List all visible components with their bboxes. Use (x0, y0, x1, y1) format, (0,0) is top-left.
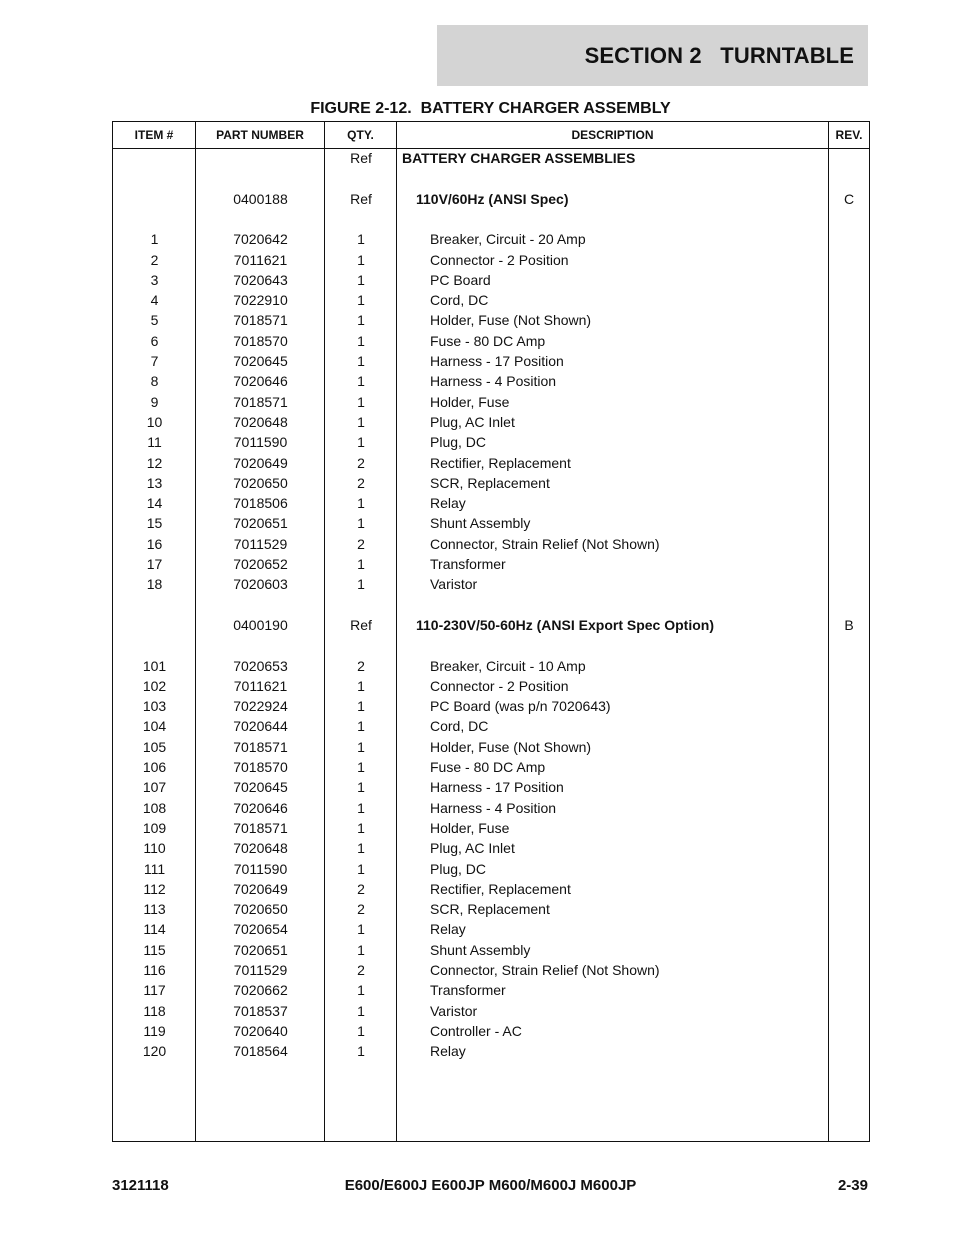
quantity: 1 (357, 393, 365, 410)
item-number: 15 (146, 515, 163, 532)
description: Breaker, Circuit - 10 Amp (430, 657, 586, 674)
part-number: 7020650 (233, 474, 288, 491)
parts-table (112, 121, 870, 1142)
table-row (113, 1001, 869, 1021)
quantity: 1 (357, 373, 365, 390)
description: PC Board (430, 271, 491, 288)
column-header-description: DESCRIPTION (571, 128, 654, 142)
item-number: 13 (146, 474, 163, 491)
quantity: 2 (357, 880, 365, 897)
part-number: 7022924 (233, 698, 288, 715)
item-number: 11 (147, 434, 162, 451)
section-title: SECTION 2 TURNTABLE (584, 42, 854, 68)
table-row (113, 879, 869, 899)
quantity: 1 (357, 860, 365, 877)
column-header-rev: REV. (835, 128, 863, 142)
description: Connector, Strain Relief (Not Shown) (430, 962, 660, 978)
item-number: 6 (150, 332, 159, 349)
table-row (113, 737, 869, 757)
description: Transformer (430, 556, 506, 572)
table-row (113, 229, 869, 249)
item-number: 112 (143, 880, 166, 897)
quantity: 1 (357, 332, 365, 349)
quantity: 1 (357, 434, 365, 451)
table-row (113, 310, 869, 330)
part-number: 7011590 (233, 860, 288, 877)
table-row (113, 392, 869, 412)
item-number: 120 (142, 1043, 167, 1060)
table-row (113, 148, 869, 168)
table-row (113, 554, 869, 574)
description: Connector - 2 Position (430, 251, 569, 268)
part-number: 7020662 (233, 982, 288, 999)
part-number: 7018571 (233, 312, 288, 329)
part-number: 7020651 (233, 941, 288, 958)
item-number: 18 (146, 576, 163, 593)
table-row (113, 351, 869, 371)
description: Relay (430, 1043, 466, 1060)
column-header-part-number: PART NUMBER (216, 128, 304, 142)
item-number: 4 (150, 292, 159, 309)
part-number: 7011590 (233, 434, 288, 451)
part-number: 7018537 (233, 1002, 288, 1019)
item-number: 107 (142, 779, 167, 796)
footer-document-number: 3121118 (112, 1177, 169, 1194)
part-number: 7018506 (233, 495, 288, 512)
item-number: 119 (143, 1022, 166, 1039)
part-number: 7020645 (233, 353, 288, 369)
description: Cord, DC (430, 718, 489, 735)
quantity: 1 (357, 799, 365, 816)
quantity: 1 (357, 353, 365, 369)
description: Holder, Fuse (430, 393, 510, 410)
part-number: 7018571 (233, 819, 288, 836)
quantity: 2 (357, 454, 365, 471)
table-row (113, 798, 869, 818)
part-number: 7020649 (233, 880, 288, 897)
part-number: 7018564 (233, 1043, 288, 1060)
item-number: 7 (150, 353, 159, 369)
table-row (113, 899, 869, 919)
item-number: 111 (143, 860, 166, 877)
quantity: 1 (357, 312, 365, 329)
quantity: 1 (357, 840, 365, 857)
column-header-item: ITEM # (134, 128, 174, 142)
table-row (113, 960, 869, 980)
quantity: 1 (357, 231, 365, 248)
table-row (113, 757, 869, 777)
part-number: 7020648 (233, 413, 288, 430)
description: Varistor (430, 1002, 478, 1019)
table-row (113, 676, 869, 696)
description: Plug, AC Inlet (430, 413, 515, 430)
item-number: 118 (143, 1002, 166, 1019)
table-row (113, 777, 869, 797)
description: Controller - AC (430, 1022, 522, 1039)
description: Holder, Fuse (Not Shown) (430, 312, 592, 329)
quantity: Ref (350, 150, 372, 166)
table-row (113, 331, 869, 351)
item-number: 115 (143, 941, 166, 958)
quantity: 1 (357, 982, 365, 999)
part-number: 7020646 (233, 373, 288, 390)
quantity: Ref (350, 190, 372, 207)
quantity: 1 (357, 1002, 365, 1019)
quantity: 2 (357, 474, 365, 491)
item-number: 105 (142, 738, 167, 755)
part-number: 7022910 (233, 292, 288, 309)
part-number: 7020644 (233, 718, 288, 735)
item-number: 9 (150, 393, 159, 410)
description: Shunt Assembly (430, 515, 531, 532)
table-row (113, 270, 869, 290)
item-number: 102 (142, 677, 167, 694)
item-number: 116 (143, 962, 166, 978)
quantity: 1 (357, 941, 365, 958)
quantity: 1 (357, 1022, 365, 1039)
quantity: 1 (357, 413, 365, 430)
table-row (113, 432, 869, 452)
item-number: 16 (146, 535, 163, 552)
part-number: 7020652 (233, 556, 288, 572)
part-number: 7020648 (233, 840, 288, 857)
description: Plug, DC (430, 860, 487, 877)
table-row (113, 818, 869, 838)
quantity: 1 (357, 271, 365, 288)
description: Plug, AC Inlet (430, 840, 515, 857)
quantity: 2 (357, 535, 365, 552)
table-row (113, 859, 869, 879)
table-row (113, 250, 869, 270)
footer-page-number: 2-39 (837, 1177, 868, 1194)
quantity: 1 (357, 495, 365, 512)
part-number: 7011529 (233, 962, 288, 978)
table-row (113, 696, 869, 716)
item-number: 117 (143, 982, 166, 999)
item-number: 114 (143, 921, 166, 938)
quantity: 1 (357, 698, 365, 715)
description: Holder, Fuse (430, 819, 510, 836)
table-row (113, 919, 869, 939)
table-row (113, 412, 869, 432)
description: BATTERY CHARGER ASSEMBLIES (402, 150, 636, 166)
description: Harness - 17 Position (430, 353, 564, 369)
description: Harness - 17 Position (430, 779, 564, 796)
item-number: 109 (142, 819, 167, 836)
quantity: 1 (357, 779, 365, 796)
description: Harness - 4 Position (430, 373, 557, 390)
part-number: 7018571 (233, 393, 288, 410)
quantity: 1 (357, 292, 365, 309)
revision: B (844, 616, 854, 633)
part-number: 7011621 (233, 251, 288, 268)
description: Relay (430, 495, 466, 512)
description: Shunt Assembly (430, 941, 531, 958)
table-row (113, 534, 869, 554)
part-number: 7018570 (233, 759, 288, 775)
part-number: 7020640 (233, 1022, 288, 1039)
table-row (113, 453, 869, 473)
table-row (113, 574, 869, 594)
item-number: 103 (142, 698, 167, 715)
quantity: 1 (357, 738, 365, 755)
description: Connector - 2 Position (430, 677, 569, 694)
item-number: 108 (142, 799, 167, 816)
part-number: 7018570 (233, 332, 288, 349)
quantity: 1 (357, 576, 365, 593)
table-row (113, 1041, 869, 1061)
quantity: 2 (357, 962, 365, 978)
description: Plug, DC (430, 434, 487, 451)
description: Cord, DC (430, 292, 489, 309)
description: Breaker, Circuit - 20 Amp (430, 231, 586, 248)
part-number: 7020650 (233, 901, 288, 918)
item-number: 2 (150, 251, 159, 268)
quantity: Ref (350, 616, 372, 633)
quantity: 1 (357, 251, 365, 268)
part-number: 7011621 (233, 677, 288, 694)
table-row (113, 615, 869, 635)
part-number: 7020654 (233, 921, 288, 938)
part-number: 7011529 (233, 535, 288, 552)
part-number: 7020649 (233, 454, 288, 471)
section-header (437, 25, 868, 86)
description: Harness - 4 Position (430, 799, 557, 816)
table-row (113, 189, 869, 209)
quantity: 2 (357, 657, 365, 674)
part-number: 7020646 (233, 799, 288, 816)
item-number: 3 (150, 271, 159, 288)
part-number: 7020653 (233, 657, 288, 674)
table-row (113, 838, 869, 858)
figure-title: FIGURE 2-12. BATTERY CHARGER ASSEMBLY (310, 100, 671, 117)
item-number: 1 (150, 231, 159, 248)
part-number: 7020642 (233, 231, 288, 248)
part-number: 0400190 (233, 616, 288, 633)
description: SCR, Replacement (430, 901, 550, 918)
description: Fuse - 80 DC Amp (430, 759, 546, 775)
quantity: 1 (357, 718, 365, 735)
part-number: 7020603 (233, 576, 288, 593)
item-number: 113 (143, 901, 166, 918)
description: Varistor (430, 576, 478, 593)
quantity: 1 (357, 677, 365, 694)
item-number: 110 (143, 840, 166, 857)
description: 110V/60Hz (ANSI Spec) (416, 190, 569, 207)
table-row (113, 656, 869, 676)
part-number: 7020645 (233, 779, 288, 796)
table-row (113, 493, 869, 513)
quantity: 1 (357, 819, 365, 836)
quantity: 2 (357, 901, 365, 918)
item-number: 104 (142, 718, 167, 735)
table-row (113, 513, 869, 533)
item-number: 10 (146, 413, 163, 430)
description: SCR, Replacement (430, 474, 550, 491)
quantity: 1 (357, 556, 365, 572)
description: Connector, Strain Relief (Not Shown) (430, 535, 660, 552)
description: Holder, Fuse (Not Shown) (430, 738, 592, 755)
item-number: 8 (150, 373, 159, 390)
item-number: 14 (146, 495, 163, 512)
item-number: 106 (142, 759, 167, 775)
quantity: 1 (357, 1043, 365, 1060)
part-number: 0400188 (233, 190, 288, 207)
footer-model-list: E600/E600J E600JP M600/M600J M600JP (344, 1177, 637, 1194)
quantity: 1 (357, 515, 365, 532)
revision: C (843, 190, 855, 207)
table-row (113, 980, 869, 1000)
description: Fuse - 80 DC Amp (430, 332, 546, 349)
table-row (113, 371, 869, 391)
part-number: 7020643 (233, 271, 288, 288)
description: Rectifier, Replacement (430, 880, 571, 897)
quantity: 1 (357, 759, 365, 775)
description: Rectifier, Replacement (430, 454, 571, 471)
part-number: 7020651 (233, 515, 288, 532)
column-header-qty: QTY. (347, 128, 374, 142)
item-number: 5 (150, 312, 159, 329)
description: Relay (430, 921, 466, 938)
quantity: 1 (357, 921, 365, 938)
description: Transformer (430, 982, 506, 999)
table-row (113, 940, 869, 960)
item-number: 101 (142, 657, 167, 674)
part-number: 7018571 (233, 738, 288, 755)
item-number: 17 (146, 556, 163, 572)
table-row (113, 1021, 869, 1041)
table-row (113, 716, 869, 736)
table-row (113, 290, 869, 310)
description: PC Board (was p/n 7020643) (430, 698, 611, 715)
table-row (113, 473, 869, 493)
description: 110-230V/50-60Hz (ANSI Export Spec Option) (416, 616, 714, 633)
item-number: 12 (146, 454, 163, 471)
